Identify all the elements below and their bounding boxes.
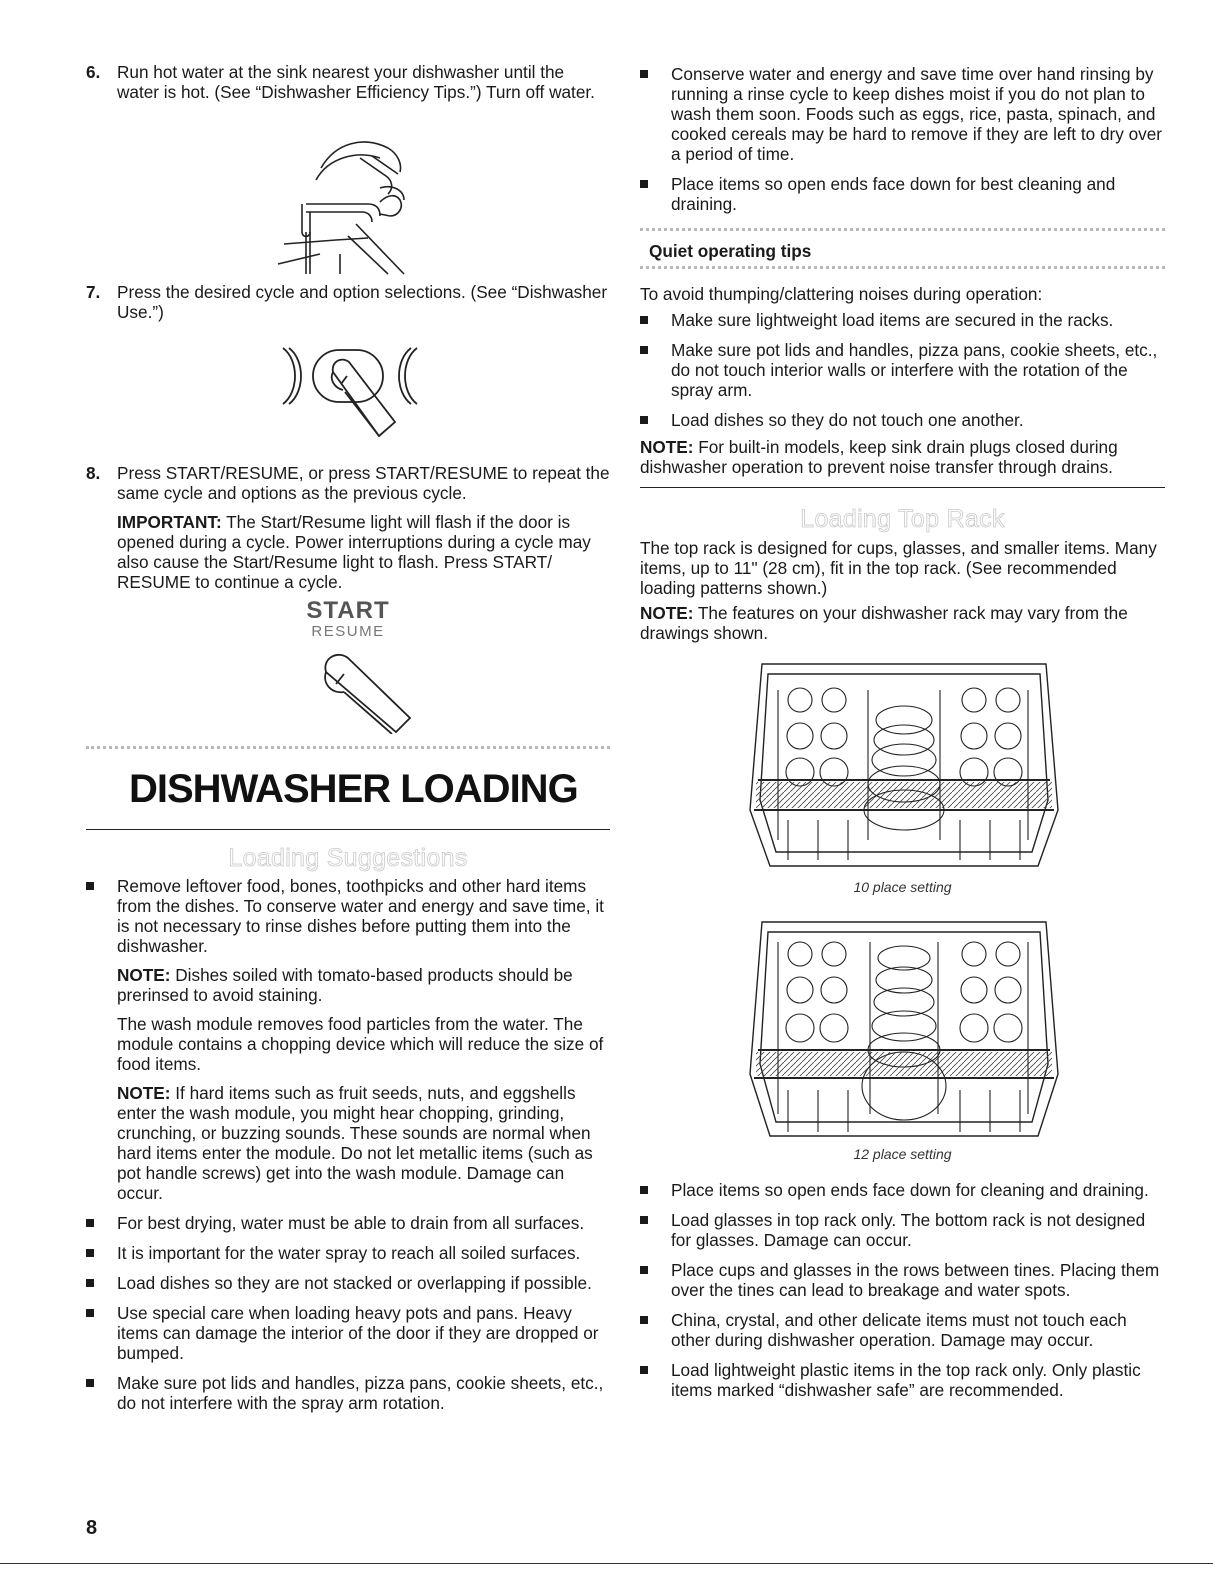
- bullet-text: Make sure pot lids and handles, pizza pans, cookie sheets, etc., do not touch interior walls or interfere with the rotation of the spray arm.: [671, 340, 1158, 400]
- note-paragraph: [117, 965, 610, 1005]
- loading-suggestions-title: Loading Suggestions: [228, 844, 468, 872]
- bullet-icon: [640, 346, 648, 354]
- bullet-icon: [86, 1249, 94, 1257]
- list-item: [640, 410, 1165, 430]
- bullet-text: Load lightweight plastic items in the top rack only. Only plastic items marked “dishwasher safe” are recommended.: [671, 1360, 1141, 1400]
- bullet-icon: [640, 1316, 648, 1324]
- caption-12-place: 12 place setting: [853, 1146, 952, 1162]
- bullet-text: Load glasses in top rack only. The bottom rack is not designed for glasses. Damage can occur.: [671, 1210, 1146, 1250]
- list-item: [86, 1373, 610, 1413]
- page-number: 8: [86, 1517, 98, 1539]
- start-resume-button: [248, 598, 448, 640]
- top-rack-tips: [640, 1180, 1165, 1410]
- top-rack-title: Loading Top Rack: [800, 505, 1005, 533]
- bullet-text: Use special care when loading heavy pots and pans. Heavy items can damage the interior of the door if they are dropped or bumped.: [117, 1303, 599, 1363]
- step-number: 8.: [86, 463, 101, 483]
- dotted-divider: [86, 746, 610, 749]
- dotted-divider: [640, 266, 1165, 269]
- quiet-note: [640, 437, 1165, 477]
- step-text: Run hot water at the sink nearest your dishwasher until the water is hot. (See “Dishwasher Efficiency Tips.”) Turn off water.: [117, 62, 595, 102]
- bullet-text: Place items so open ends face down for best cleaning and draining.: [671, 174, 1116, 214]
- bullet-text: Load dishes so they do not touch one another.: [671, 410, 1024, 430]
- bullet-text: Conserve water and energy and save time over hand rinsing by running a rinse cycle to keep dishes moist if you do not plan to wash them soon. Foods such as eggs, rice, pasta, spinach, and cooked cereals may be hard to remove if they are left to dry over a period of time.: [671, 64, 1163, 164]
- note-text: The features on your dishwasher rack may vary from the drawings shown.: [640, 603, 1128, 643]
- bullet-icon: [640, 1216, 648, 1224]
- bullet-icon: [86, 1309, 94, 1317]
- note-label: NOTE:: [640, 437, 694, 457]
- bullet-icon: [86, 1379, 94, 1387]
- top-tips: [640, 64, 1165, 224]
- important-text: The Start/Resume light will flash if the door is opened during a cycle. Power interruptions during a cycle may also cause the Start/Resume light to flash. Press START/ RESUME to continue a cycle.: [117, 512, 591, 592]
- section-title: DISHWASHER LOADING: [129, 767, 578, 811]
- list-item: [640, 1210, 1165, 1250]
- bullet-text: Make sure pot lids and handles, pizza pans, cookie sheets, etc., do not interfere with the spray arm rotation.: [117, 1373, 604, 1413]
- bullet-text: China, crystal, and other delicate items must not touch each other during dishwasher operation. Damage may occur.: [671, 1310, 1127, 1350]
- list-item: [640, 1310, 1165, 1350]
- bullet-icon: [86, 1279, 94, 1287]
- section-divider: [86, 829, 610, 830]
- list-item: [86, 1303, 610, 1363]
- list-item: [640, 340, 1165, 400]
- list-item: [86, 1213, 610, 1233]
- note-label: NOTE:: [640, 603, 694, 623]
- bullet-icon: [640, 1366, 648, 1374]
- note-text: For built-in models, keep sink drain plugs closed during dishwasher operation to prevent noise transfer through drains.: [640, 437, 1118, 477]
- step-text: Press START/RESUME, or press START/RESUME to repeat the same cycle and options as the previous cycle.: [117, 463, 610, 503]
- list-item: [86, 876, 610, 1203]
- top-rack-10-place-illustration: [748, 660, 1060, 870]
- list-item: [640, 1360, 1165, 1400]
- step-number: 6.: [86, 62, 101, 82]
- bullet-icon: [640, 416, 648, 424]
- bullet-text: For best drying, water must be able to drain from all surfaces.: [117, 1213, 585, 1233]
- faucet-hand-illustration: [276, 128, 416, 276]
- quiet-tips-title: Quiet operating tips: [649, 241, 812, 261]
- loading-suggestions: [86, 876, 610, 1423]
- list-item: [86, 1273, 610, 1293]
- list-item: [640, 1260, 1165, 1300]
- top-rack-12-place-illustration: [748, 918, 1060, 1142]
- list-item: [86, 1243, 610, 1263]
- resume-label: RESUME: [311, 623, 385, 640]
- top-rack-text: The top rack is designed for cups, glasses, and smaller items. Many items, up to 11" (28 cm), fit in the top rack. (See recommended loading patterns shown.): [640, 538, 1157, 598]
- bullet-icon: [640, 1186, 648, 1194]
- bullet-icon: [640, 1266, 648, 1274]
- note-label: NOTE:: [117, 965, 171, 985]
- step-7: [86, 282, 610, 322]
- step-number: 7.: [86, 282, 101, 302]
- caption-10-place: 10 place setting: [853, 879, 952, 895]
- list-item: [640, 174, 1165, 214]
- bullet-icon: [86, 1219, 94, 1227]
- quiet-intro: To avoid thumping/clattering noises during operation:: [640, 284, 1043, 304]
- note-text: If hard items such as fruit seeds, nuts, and eggshells enter the wash module, you might hear chopping, grinding, crunching, or buzzing sounds. These sounds are normal when hard items enter the module. Do not let metallic items (such as pot handle screws) get into the wash module. Damage can occur.: [117, 1083, 593, 1203]
- bullet-text: Remove leftover food, bones, toothpicks and other hard items from the dishes. To conserve water and energy and save time, it is not necessary to rinse dishes before putting them into the dishwasher.: [117, 876, 604, 956]
- step-6: [86, 62, 610, 102]
- bullet-text: Place items so open ends face down for cleaning and draining.: [671, 1180, 1149, 1200]
- bullet-text: Place cups and glasses in the rows between tines. Placing them over the tines can lead to breakage and water spots.: [671, 1260, 1160, 1300]
- step-text: Press the desired cycle and option selections. (See “Dishwasher Use.”): [117, 282, 608, 322]
- quiet-tips-list: [640, 310, 1165, 440]
- finger-press-button-illustration: [279, 340, 419, 446]
- start-label: START: [306, 597, 390, 624]
- note-label: NOTE:: [117, 1083, 171, 1103]
- step-8: [86, 463, 610, 592]
- list-item: [640, 1180, 1165, 1200]
- bullet-text: Make sure lightweight load items are secured in the racks.: [671, 310, 1114, 330]
- section-divider: [640, 487, 1165, 488]
- bullet-icon: [640, 70, 648, 78]
- bullet-icon: [640, 316, 648, 324]
- important-label: IMPORTANT:: [117, 512, 222, 532]
- note-text: Dishes soiled with tomato-based products should be prerinsed to avoid staining.: [117, 965, 573, 1005]
- important-note: [117, 512, 610, 592]
- list-item: [640, 64, 1165, 164]
- note-paragraph: [117, 1083, 610, 1203]
- footer-rule: [0, 1563, 1213, 1564]
- bullet-icon: [640, 180, 648, 188]
- top-rack-note: [640, 603, 1165, 643]
- bullet-text: It is important for the water spray to reach all soiled surfaces.: [117, 1243, 581, 1263]
- bullet-text: Load dishes so they are not stacked or overlapping if possible.: [117, 1273, 592, 1293]
- wash-module-paragraph: The wash module removes food particles from the water. The module contains a chopping device which will reduce the size of food items.: [117, 1014, 604, 1074]
- bullet-icon: [86, 882, 94, 890]
- finger-icon: [318, 650, 428, 734]
- dotted-divider: [640, 228, 1165, 231]
- list-item: [640, 310, 1165, 330]
